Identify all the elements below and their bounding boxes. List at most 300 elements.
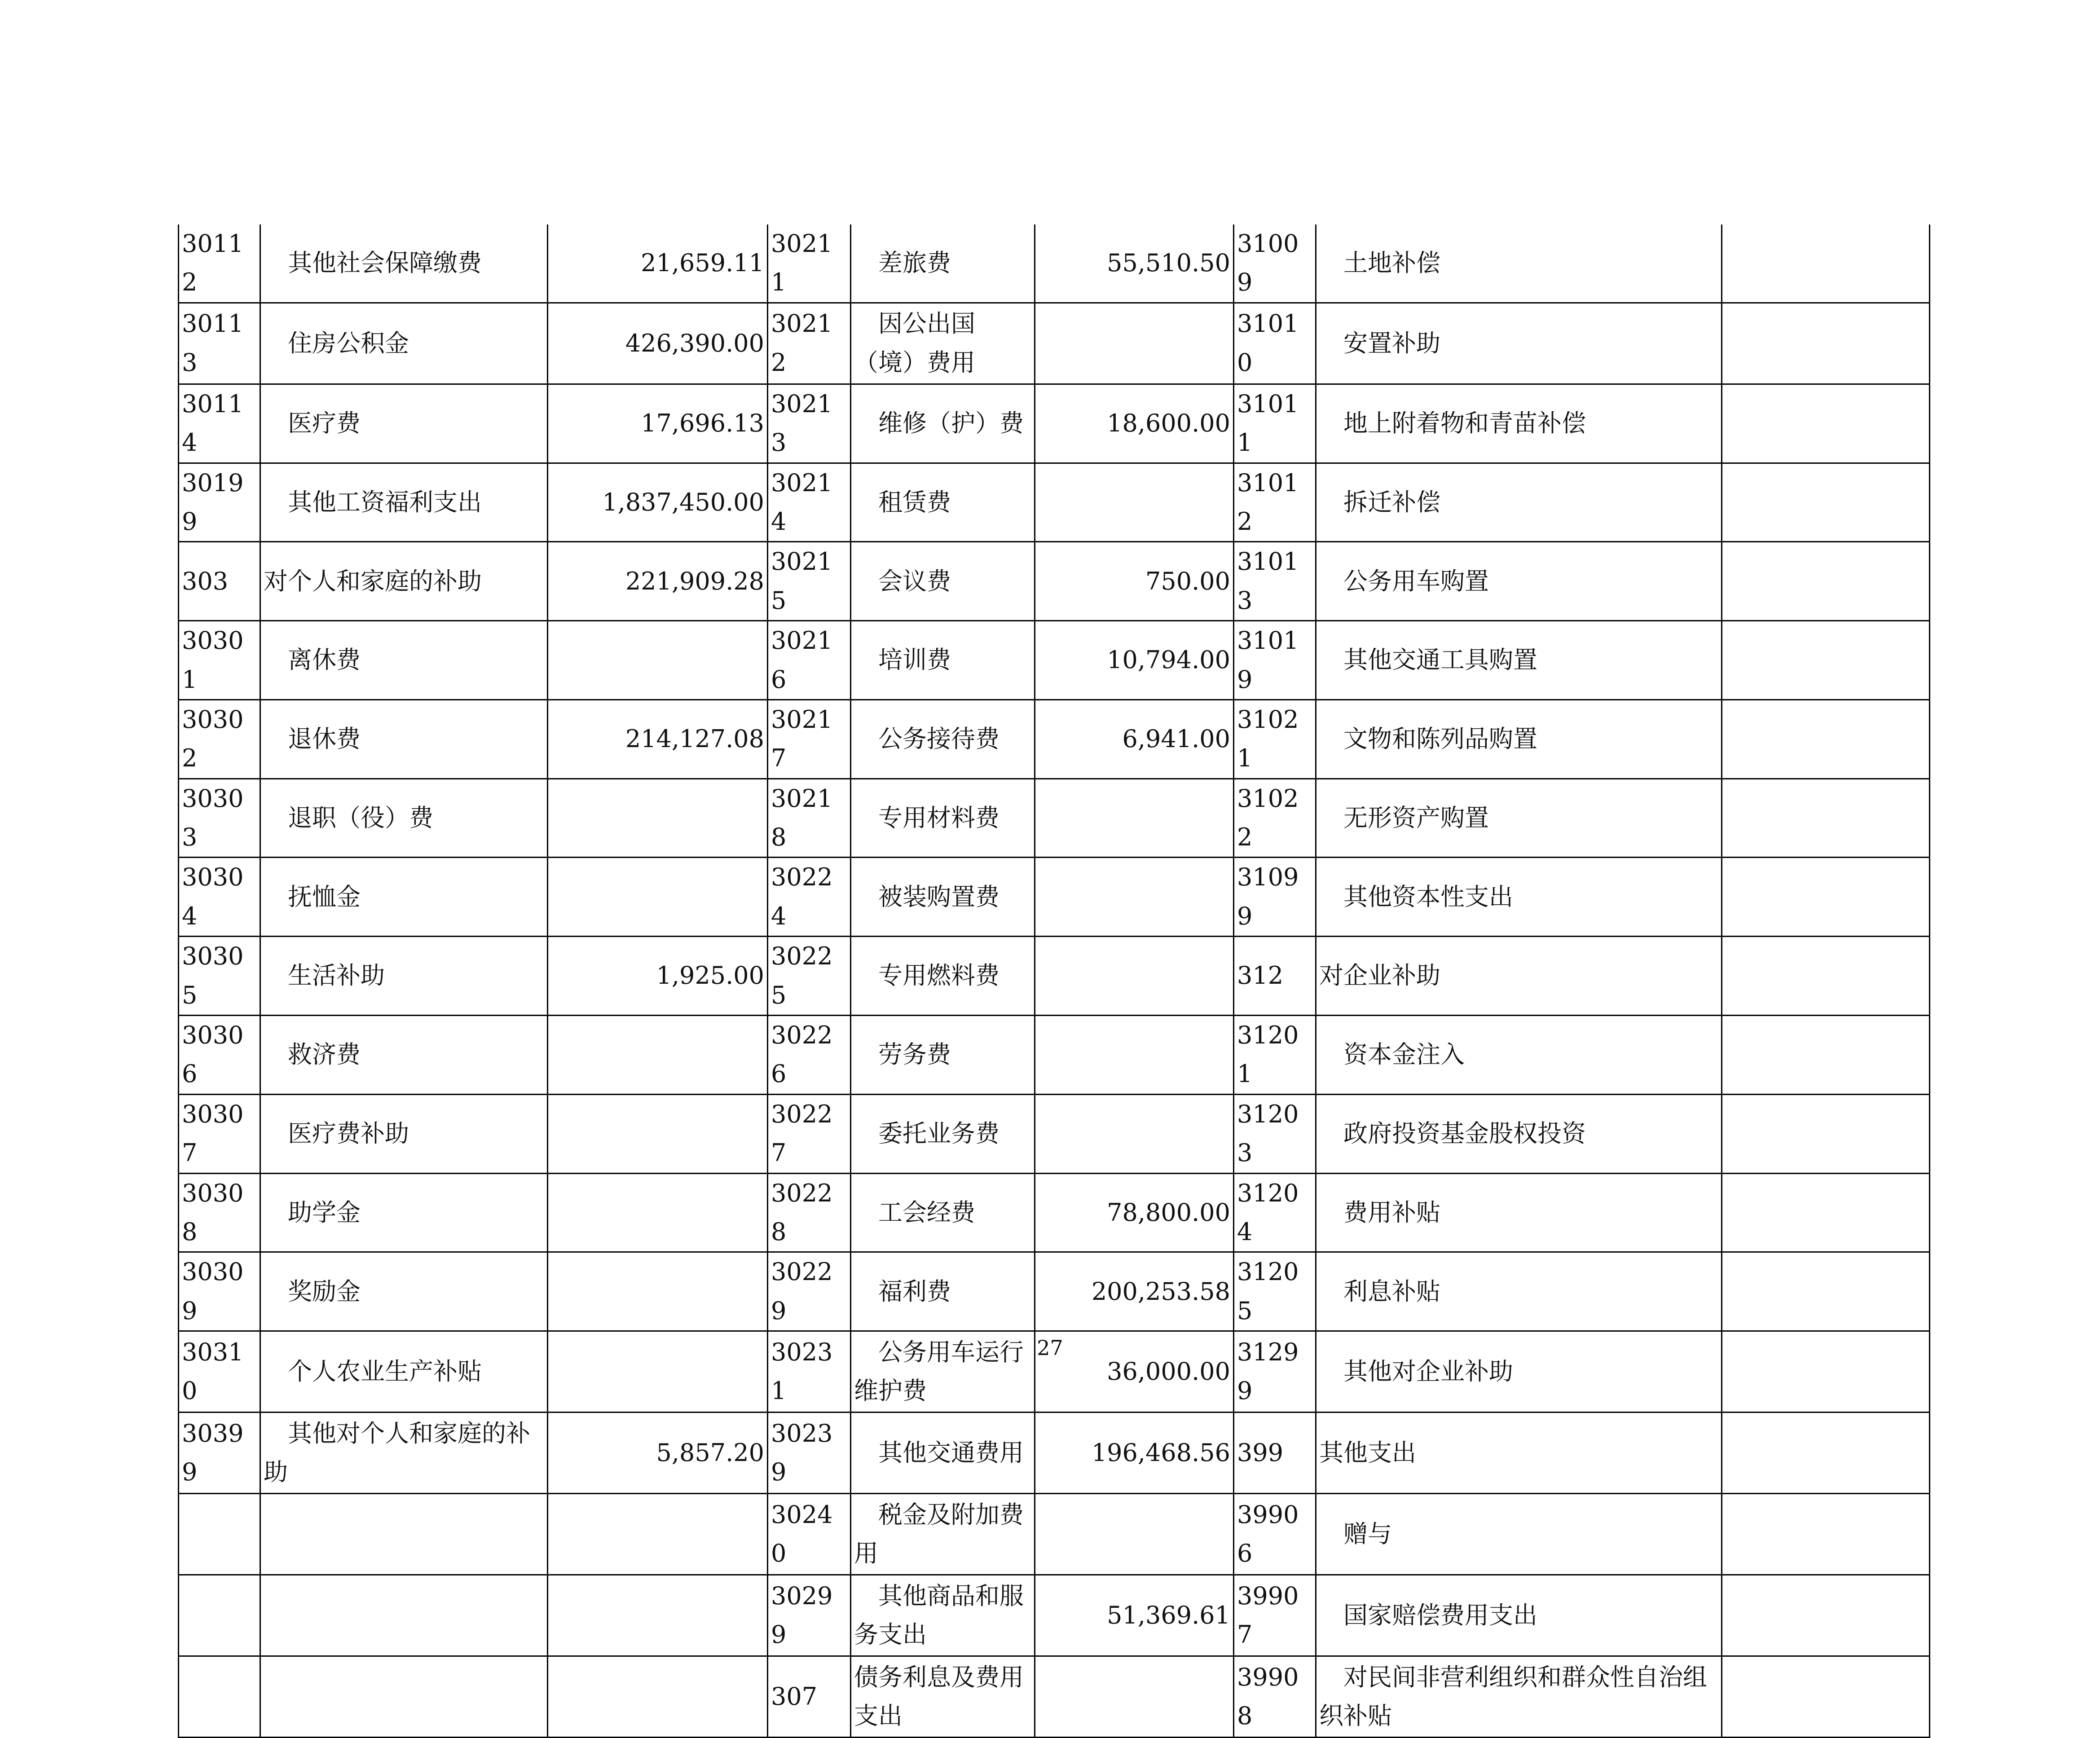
code-cell-2 <box>768 463 851 542</box>
amount-cell-2-text: 36,000.00 <box>1107 1357 1230 1386</box>
name-cell-1 <box>260 542 548 621</box>
amount-cell-2-text: 196,468.56 <box>1091 1438 1230 1467</box>
amount-cell-2 <box>1035 779 1234 858</box>
code-cell-1-text: 30113 <box>182 309 244 377</box>
name-cell-3-text: 安置补助 <box>1343 329 1440 357</box>
name-cell-1 <box>260 303 548 384</box>
amount-cell-2 <box>1035 937 1234 1016</box>
code-cell-1-text: 30399 <box>182 1419 244 1487</box>
amount-cell-2 <box>1035 700 1234 779</box>
code-cell-3-text: 31201 <box>1237 1021 1299 1088</box>
name-cell-2 <box>851 858 1035 937</box>
amount-cell-1 <box>548 1016 768 1095</box>
amount-cell-1 <box>548 224 768 303</box>
code-cell-2-text: 30213 <box>771 389 833 457</box>
code-cell-1 <box>179 621 260 700</box>
name-cell-3-text: 土地补偿 <box>1343 249 1440 277</box>
code-cell-3-text: 31099 <box>1237 863 1299 930</box>
code-cell-2 <box>768 1016 851 1095</box>
code-cell-3-text: 31022 <box>1237 784 1299 852</box>
code-cell-2 <box>768 700 851 779</box>
name-cell-1 <box>260 1412 548 1494</box>
name-cell-3 <box>1316 1094 1722 1173</box>
code-cell-2-text: 30224 <box>771 863 833 930</box>
code-cell-1-text: 30303 <box>182 784 244 852</box>
amount-cell-3 <box>1722 858 1930 937</box>
name-cell-1 <box>260 224 548 303</box>
code-cell-3-text: 31013 <box>1237 547 1299 615</box>
code-cell-1 <box>179 303 260 384</box>
code-cell-2 <box>768 1252 851 1331</box>
code-cell-2 <box>768 1094 851 1173</box>
name-cell-2 <box>851 937 1035 1016</box>
name-cell-3 <box>1316 1252 1722 1331</box>
name-cell-2 <box>851 1575 1035 1656</box>
code-cell-2-text: 30239 <box>771 1419 833 1487</box>
amount-cell-2 <box>1035 1575 1234 1656</box>
amount-cell-1-text: 5,857.20 <box>656 1438 764 1467</box>
name-cell-1-text: 离休费 <box>288 646 361 674</box>
amount-cell-2 <box>1035 1656 1234 1738</box>
name-cell-1-text: 抚恤金 <box>288 882 361 911</box>
name-cell-3 <box>1316 542 1722 621</box>
name-cell-3 <box>1316 1575 1722 1656</box>
code-cell-3 <box>1234 542 1316 621</box>
code-cell-3 <box>1234 1575 1316 1656</box>
code-cell-3-text: 31012 <box>1237 468 1299 536</box>
amount-cell-3 <box>1722 1412 1930 1494</box>
code-cell-2 <box>768 1412 851 1494</box>
table-row <box>179 1094 1930 1173</box>
table-row <box>179 1016 1930 1095</box>
code-cell-1 <box>179 1656 260 1738</box>
code-cell-1 <box>179 779 260 858</box>
amount-cell-3 <box>1722 463 1930 542</box>
name-cell-3 <box>1316 1656 1722 1738</box>
amount-cell-1 <box>548 1494 768 1575</box>
name-cell-2 <box>851 542 1035 621</box>
code-cell-3-text: 39906 <box>1237 1500 1299 1568</box>
name-cell-2 <box>851 303 1035 384</box>
name-cell-3-text: 地上附着物和青苗补偿 <box>1343 409 1586 437</box>
code-cell-1 <box>179 1252 260 1331</box>
code-cell-3 <box>1234 224 1316 303</box>
code-cell-1-text: 303 <box>182 567 229 595</box>
code-cell-3-text: 399 <box>1237 1438 1284 1467</box>
name-cell-3-text: 公务用车购置 <box>1343 567 1489 595</box>
table-row <box>179 1656 1930 1738</box>
code-cell-2-text: 30217 <box>771 705 833 773</box>
table-body <box>179 224 1930 1738</box>
name-cell-1 <box>260 937 548 1016</box>
name-cell-2-text: 专用燃料费 <box>878 961 999 990</box>
name-cell-1 <box>260 700 548 779</box>
code-cell-2 <box>768 1575 851 1656</box>
amount-cell-3 <box>1722 303 1930 384</box>
name-cell-1-text: 医疗费补助 <box>288 1119 409 1148</box>
code-cell-1-text: 30305 <box>182 942 244 1009</box>
name-cell-2-text: 租赁费 <box>878 488 951 516</box>
name-cell-1-text: 其他对个人和家庭的补助 <box>264 1419 530 1487</box>
name-cell-1 <box>260 463 548 542</box>
name-cell-1 <box>260 1494 548 1575</box>
amount-cell-2 <box>1035 858 1234 937</box>
amount-cell-1 <box>548 303 768 384</box>
code-cell-3 <box>1234 1173 1316 1252</box>
code-cell-2 <box>768 542 851 621</box>
name-cell-1-text: 对个人和家庭的补助 <box>264 567 482 595</box>
code-cell-1 <box>179 384 260 463</box>
name-cell-1 <box>260 1575 548 1656</box>
amount-cell-1 <box>548 1252 768 1331</box>
budget-expenditure-table <box>178 224 1930 1738</box>
code-cell-3-text: 31299 <box>1237 1338 1299 1405</box>
code-cell-1 <box>179 1575 260 1656</box>
table-row <box>179 1412 1930 1494</box>
amount-cell-2 <box>1035 1173 1234 1252</box>
code-cell-2 <box>768 1656 851 1738</box>
amount-cell-1 <box>548 937 768 1016</box>
amount-cell-2 <box>1035 303 1234 384</box>
name-cell-2-text: 会议费 <box>878 567 951 595</box>
amount-cell-2-text: 55,510.50 <box>1107 249 1230 277</box>
code-cell-2-text: 30216 <box>771 626 833 694</box>
table-row <box>179 303 1930 384</box>
amount-cell-1 <box>548 621 768 700</box>
code-cell-3 <box>1234 937 1316 1016</box>
name-cell-1-text: 医疗费 <box>288 409 361 437</box>
code-cell-2-text: 30225 <box>771 942 833 1009</box>
name-cell-2 <box>851 1412 1035 1494</box>
table-row <box>179 1252 1930 1331</box>
code-cell-2-text: 30211 <box>771 229 833 297</box>
name-cell-1-text: 生活补助 <box>288 961 385 990</box>
name-cell-3 <box>1316 384 1722 463</box>
code-cell-1 <box>179 1173 260 1252</box>
code-cell-3 <box>1234 1252 1316 1331</box>
amount-cell-3 <box>1722 937 1930 1016</box>
name-cell-1-text: 退休费 <box>288 725 361 753</box>
name-cell-3-text: 其他支出 <box>1319 1438 1416 1467</box>
amount-cell-1 <box>548 779 768 858</box>
table-row <box>179 463 1930 542</box>
name-cell-2-text: 培训费 <box>878 646 951 674</box>
table-row <box>179 700 1930 779</box>
amount-cell-1-text: 426,390.00 <box>625 329 764 357</box>
code-cell-2 <box>768 384 851 463</box>
amount-cell-3 <box>1722 1094 1930 1173</box>
code-cell-3 <box>1234 1656 1316 1738</box>
page-number: 27 <box>1037 1336 1063 1360</box>
name-cell-3-text: 其他对企业补助 <box>1343 1357 1513 1386</box>
name-cell-3 <box>1316 463 1722 542</box>
code-cell-3 <box>1234 1016 1316 1095</box>
name-cell-1 <box>260 1656 548 1738</box>
code-cell-1 <box>179 542 260 621</box>
code-cell-1-text: 30307 <box>182 1100 244 1167</box>
name-cell-2 <box>851 1094 1035 1173</box>
code-cell-3-text: 31204 <box>1237 1179 1299 1246</box>
code-cell-2-text: 30226 <box>771 1021 833 1088</box>
name-cell-2-text: 被装购置费 <box>878 882 999 911</box>
amount-cell-1-text: 221,909.28 <box>625 567 764 595</box>
amount-cell-2 <box>1035 542 1234 621</box>
name-cell-2 <box>851 1173 1035 1252</box>
amount-cell-1 <box>548 1094 768 1173</box>
name-cell-3-text: 文物和陈列品购置 <box>1343 725 1537 753</box>
code-cell-3 <box>1234 700 1316 779</box>
name-cell-1-text: 个人农业生产补贴 <box>288 1357 482 1386</box>
amount-cell-1-text: 21,659.11 <box>641 249 764 277</box>
amount-cell-3 <box>1722 1016 1930 1095</box>
amount-cell-2 <box>1035 1094 1234 1173</box>
name-cell-1-text: 其他工资福利支出 <box>288 488 482 516</box>
name-cell-3-text: 政府投资基金股权投资 <box>1343 1119 1586 1148</box>
amount-cell-1 <box>548 1412 768 1494</box>
table-row <box>179 1173 1930 1252</box>
amount-cell-1-text: 17,696.13 <box>641 409 764 437</box>
name-cell-3-text: 拆迁补偿 <box>1343 488 1440 516</box>
code-cell-3-text: 31203 <box>1237 1100 1299 1167</box>
code-cell-2-text: 30218 <box>771 784 833 852</box>
name-cell-3 <box>1316 779 1722 858</box>
name-cell-1 <box>260 1016 548 1095</box>
amount-cell-3 <box>1722 1575 1930 1656</box>
code-cell-3-text: 31019 <box>1237 626 1299 694</box>
code-cell-1 <box>179 937 260 1016</box>
amount-cell-2 <box>1035 621 1234 700</box>
name-cell-3 <box>1316 224 1722 303</box>
table-row <box>179 224 1930 303</box>
name-cell-3 <box>1316 1016 1722 1095</box>
amount-cell-3 <box>1722 542 1930 621</box>
name-cell-2-text: 委托业务费 <box>878 1119 999 1148</box>
code-cell-3 <box>1234 1412 1316 1494</box>
name-cell-3-text: 国家赔偿费用支出 <box>1343 1601 1537 1629</box>
amount-cell-2-text: 750.00 <box>1145 567 1230 595</box>
code-cell-3-text: 31010 <box>1237 309 1299 377</box>
name-cell-3-text: 资本金注入 <box>1343 1040 1465 1069</box>
code-cell-1-text: 30310 <box>182 1338 244 1405</box>
code-cell-2-text: 307 <box>771 1682 818 1711</box>
code-cell-3 <box>1234 303 1316 384</box>
code-cell-1-text: 30301 <box>182 626 244 694</box>
amount-cell-2 <box>1035 224 1234 303</box>
amount-cell-1 <box>548 858 768 937</box>
code-cell-3 <box>1234 779 1316 858</box>
amount-cell-3 <box>1722 384 1930 463</box>
name-cell-2 <box>851 224 1035 303</box>
code-cell-1 <box>179 1016 260 1095</box>
table-row <box>179 1494 1930 1575</box>
amount-cell-1-text: 214,127.08 <box>625 725 764 753</box>
name-cell-1 <box>260 621 548 700</box>
name-cell-2 <box>851 700 1035 779</box>
code-cell-3-text: 31021 <box>1237 705 1299 773</box>
amount-cell-2 <box>1035 1494 1234 1575</box>
code-cell-2-text: 30231 <box>771 1338 833 1405</box>
code-cell-2-text: 30227 <box>771 1100 833 1167</box>
code-cell-1-text: 30112 <box>182 229 244 297</box>
code-cell-1-text: 30114 <box>182 389 244 457</box>
name-cell-2-text: 福利费 <box>878 1277 951 1306</box>
name-cell-1-text: 救济费 <box>288 1040 361 1069</box>
code-cell-2-text: 30228 <box>771 1179 833 1246</box>
name-cell-3 <box>1316 937 1722 1016</box>
code-cell-3 <box>1234 1094 1316 1173</box>
code-cell-1-text: 30309 <box>182 1258 244 1325</box>
code-cell-3-text: 39907 <box>1237 1581 1299 1649</box>
name-cell-3-text: 利息补贴 <box>1343 1277 1440 1306</box>
amount-cell-2-text: 6,941.00 <box>1122 725 1230 753</box>
name-cell-1 <box>260 1252 548 1331</box>
name-cell-3-text: 对企业补助 <box>1319 961 1440 990</box>
name-cell-2 <box>851 779 1035 858</box>
code-cell-2-text: 30215 <box>771 547 833 615</box>
name-cell-2-text: 公务接待费 <box>878 725 999 753</box>
amount-cell-3 <box>1722 700 1930 779</box>
name-cell-1 <box>260 1094 548 1173</box>
amount-cell-1-text: 1,925.00 <box>656 961 764 990</box>
amount-cell-3 <box>1722 1656 1930 1738</box>
name-cell-1-text: 其他社会保障缴费 <box>288 249 482 277</box>
name-cell-2-text: 其他交通费用 <box>878 1438 1024 1467</box>
name-cell-3 <box>1316 858 1722 937</box>
name-cell-2-text: 税金及附加费用 <box>854 1500 1024 1568</box>
name-cell-1 <box>260 384 548 463</box>
name-cell-1-text: 退职（役）费 <box>288 803 433 832</box>
name-cell-3 <box>1316 621 1722 700</box>
name-cell-2-text: 公务用车运行维护费 <box>854 1338 1024 1405</box>
table-row <box>179 542 1930 621</box>
code-cell-2 <box>768 1173 851 1252</box>
amount-cell-2 <box>1035 1016 1234 1095</box>
amount-cell-1 <box>548 1173 768 1252</box>
code-cell-3 <box>1234 621 1316 700</box>
amount-cell-2-text: 10,794.00 <box>1107 646 1230 674</box>
name-cell-2-text: 债务利息及费用支出 <box>854 1663 1024 1730</box>
name-cell-3-text: 对民间非营利组织和群众性自治组织补贴 <box>1319 1663 1707 1730</box>
code-cell-2-text: 30229 <box>771 1258 833 1325</box>
name-cell-2-text: 劳务费 <box>878 1040 951 1069</box>
code-cell-1-text: 30306 <box>182 1021 244 1088</box>
code-cell-3-text: 39908 <box>1237 1663 1299 1730</box>
name-cell-2 <box>851 1252 1035 1331</box>
amount-cell-1 <box>548 1656 768 1738</box>
amount-cell-2 <box>1035 463 1234 542</box>
code-cell-2-text: 30214 <box>771 468 833 536</box>
name-cell-2 <box>851 1494 1035 1575</box>
amount-cell-2 <box>1035 384 1234 463</box>
amount-cell-2-text: 78,800.00 <box>1107 1198 1230 1227</box>
code-cell-1 <box>179 1494 260 1575</box>
code-cell-1 <box>179 463 260 542</box>
name-cell-2 <box>851 463 1035 542</box>
code-cell-2 <box>768 779 851 858</box>
name-cell-3 <box>1316 1412 1722 1494</box>
code-cell-2-text: 30299 <box>771 1581 833 1649</box>
name-cell-2-text: 因公出国（境）费用 <box>854 309 975 377</box>
name-cell-2 <box>851 1016 1035 1095</box>
code-cell-3 <box>1234 384 1316 463</box>
amount-cell-3 <box>1722 1173 1930 1252</box>
amount-cell-3 <box>1722 224 1930 303</box>
amount-cell-1 <box>548 1575 768 1656</box>
name-cell-2-text: 差旅费 <box>878 249 951 277</box>
table-row <box>179 621 1930 700</box>
name-cell-1 <box>260 1173 548 1252</box>
code-cell-1 <box>179 1094 260 1173</box>
name-cell-2 <box>851 384 1035 463</box>
name-cell-3 <box>1316 303 1722 384</box>
code-cell-2-text: 30212 <box>771 309 833 377</box>
amount-cell-1 <box>548 384 768 463</box>
name-cell-3 <box>1316 1494 1722 1575</box>
name-cell-2 <box>851 1656 1035 1738</box>
amount-cell-3 <box>1722 621 1930 700</box>
name-cell-3-text: 无形资产购置 <box>1343 803 1489 832</box>
code-cell-1-text: 30308 <box>182 1179 244 1246</box>
code-cell-3 <box>1234 463 1316 542</box>
name-cell-3-text: 其他交通工具购置 <box>1343 646 1537 674</box>
code-cell-1 <box>179 858 260 937</box>
code-cell-2 <box>768 858 851 937</box>
table-row <box>179 858 1930 937</box>
code-cell-3-text: 312 <box>1237 961 1284 990</box>
name-cell-2 <box>851 621 1035 700</box>
amount-cell-2-text: 51,369.61 <box>1107 1601 1230 1629</box>
code-cell-2 <box>768 621 851 700</box>
code-cell-3 <box>1234 858 1316 937</box>
code-cell-2 <box>768 224 851 303</box>
amount-cell-2-text: 18,600.00 <box>1107 409 1230 437</box>
table-row <box>179 1575 1930 1656</box>
table-row <box>179 779 1930 858</box>
name-cell-3-text: 费用补贴 <box>1343 1198 1440 1227</box>
amount-cell-1-text: 1,837,450.00 <box>602 488 764 516</box>
name-cell-3 <box>1316 700 1722 779</box>
name-cell-1 <box>260 779 548 858</box>
name-cell-2-text: 其他商品和服务支出 <box>854 1581 1024 1649</box>
name-cell-1-text: 助学金 <box>288 1198 361 1227</box>
code-cell-3 <box>1234 1494 1316 1575</box>
code-cell-1 <box>179 224 260 303</box>
table-row <box>179 937 1930 1016</box>
name-cell-2-text: 工会经费 <box>878 1198 975 1227</box>
code-cell-1 <box>179 700 260 779</box>
code-cell-2 <box>768 1494 851 1575</box>
code-cell-1-text: 30304 <box>182 863 244 930</box>
code-cell-1-text: 30199 <box>182 468 244 536</box>
amount-cell-1 <box>548 542 768 621</box>
code-cell-2 <box>768 937 851 1016</box>
amount-cell-3 <box>1722 1252 1930 1331</box>
amount-cell-2 <box>1035 1252 1234 1331</box>
amount-cell-2 <box>1035 1412 1234 1494</box>
code-cell-1 <box>179 1412 260 1494</box>
code-cell-3-text: 31011 <box>1237 389 1299 457</box>
name-cell-1 <box>260 858 548 937</box>
amount-cell-1 <box>548 700 768 779</box>
code-cell-3-text: 31009 <box>1237 229 1299 297</box>
name-cell-3-text: 赠与 <box>1343 1519 1392 1548</box>
amount-cell-2-text: 200,253.58 <box>1091 1277 1230 1306</box>
amount-cell-1 <box>548 463 768 542</box>
code-cell-1-text: 30302 <box>182 705 244 773</box>
name-cell-1-text: 住房公积金 <box>288 329 409 357</box>
code-cell-2-text: 30240 <box>771 1500 833 1568</box>
amount-cell-3 <box>1722 779 1930 858</box>
